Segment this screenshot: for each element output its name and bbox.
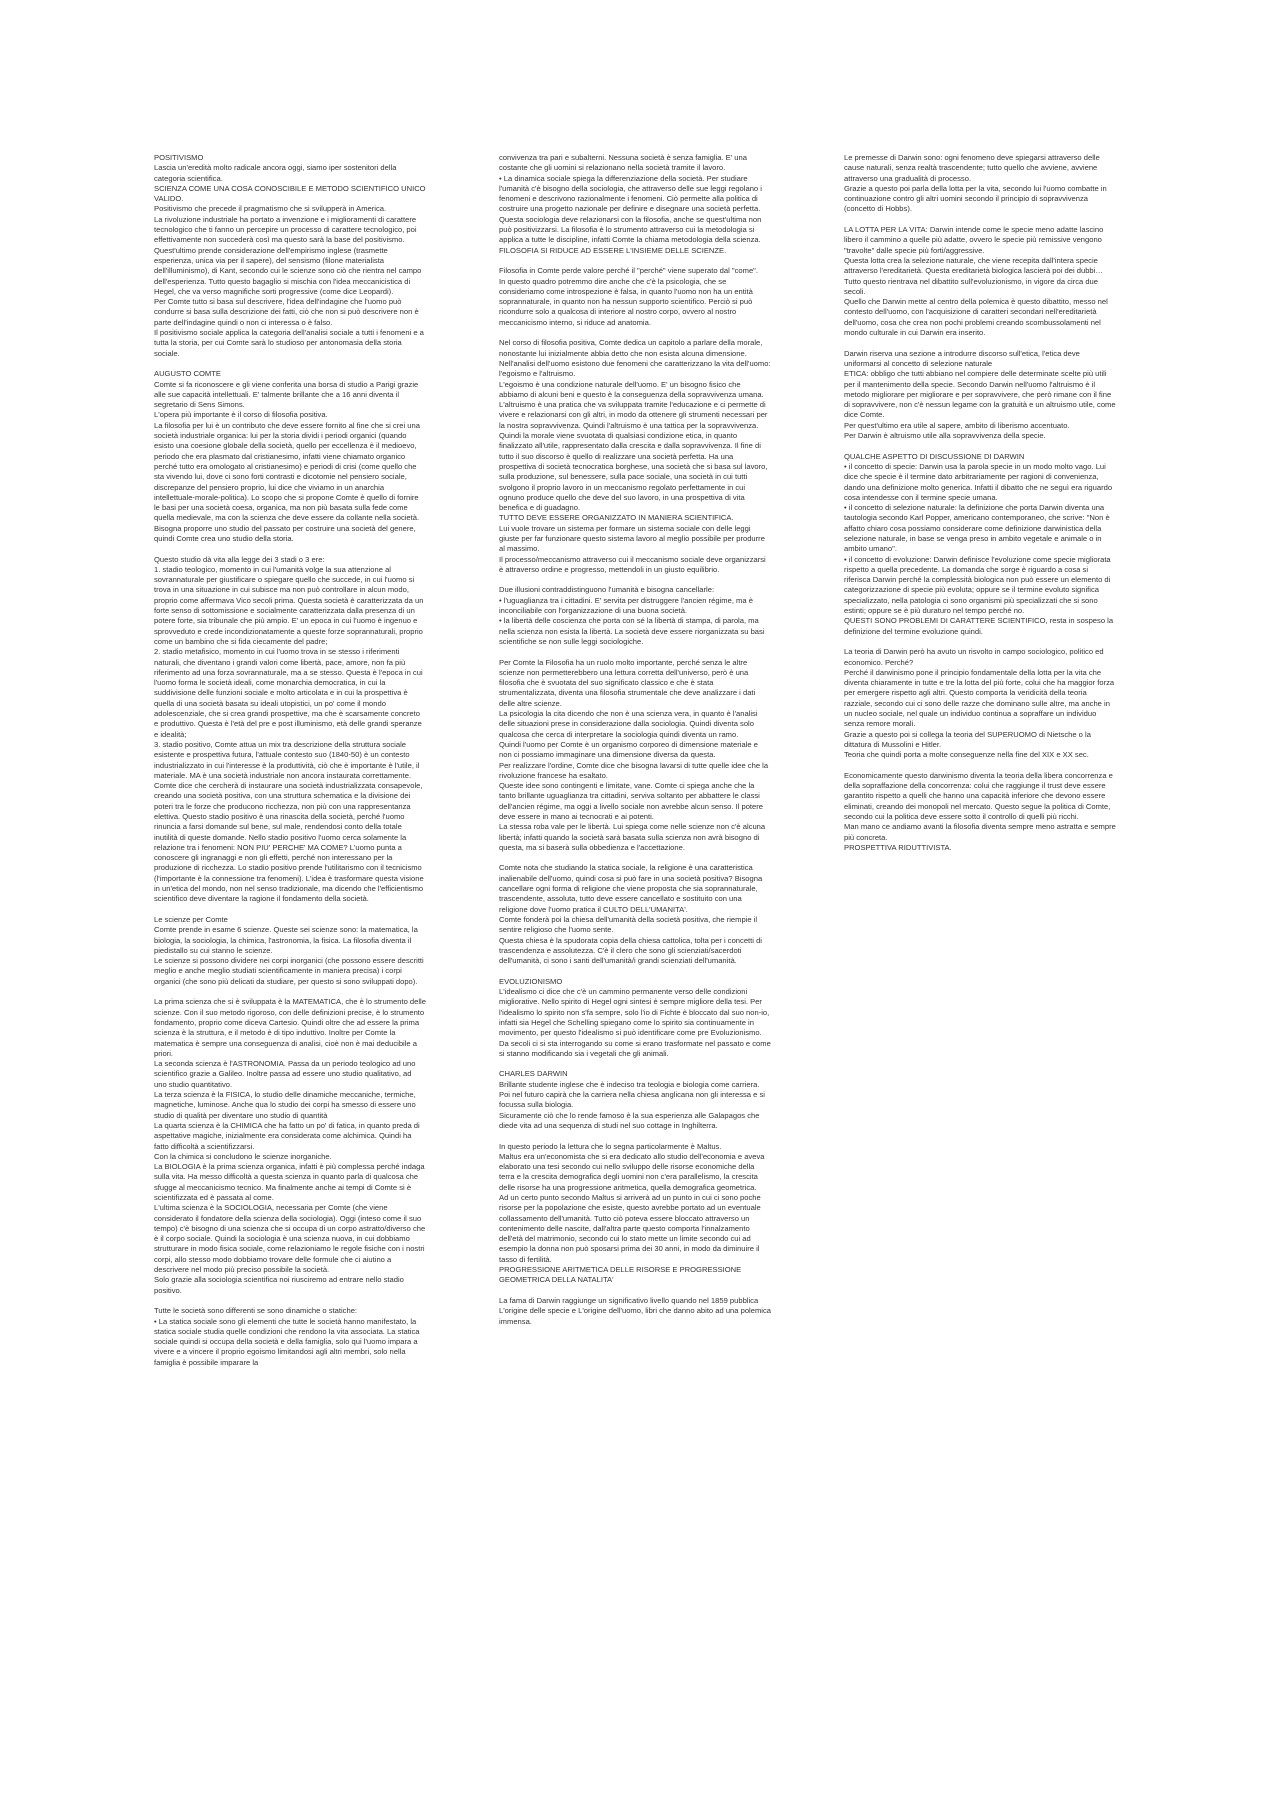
- paragraph: Nel corso di filosofia positiva, Comte dedica un capitolo a parlare della morale, nonostante lui inizialmente abbia detto che non esista alcuna dimensione. Nell'analisi dell'uomo esistono due fenomeni che caratterizzano la vita dell'uomo: l'egoismo e l'altruismo. L'egoismo è una condizione naturale dell'uomo. E' un bisogno fisico che abbiamo di alcuni beni e questo è la conseguenza della sopravvivenza umana. L'altruismo è una pratica che va sviluppata tramite l'educazione e ci permette di vivere e relazionarsi con gli altri, in modo da ottenere gli strumenti necessari per la nostra sopravvivenza. Quindi l'altruismo è una tattica per la sopravvivenza. Quindi la morale viene svuotata di qualsiasi condizione etica, in quanto finalizzato all'utile, rappresentato dalla crescita e dalla sopravvivenza. Il fine di tutto il suo discorso è quello di realizzare una società perfetta. Ha una prospettiva di società tecnocratica borghese, una società che si basa sul lavoro, sulla produzione, sul benessere, sulla pace sociale, una società in cui tutti svolgono il proprio lavoro in un meccanismo regolato perfettamente in cui ognuno produce quello che deve del suo lavoro, in una prospettiva di vita benefica e di guadagno. TUTTO DEVE ESSERE ORGANIZZATO IN MANIERA SCIENTIFICA. Lui vuole trovare un sistema per formare un sistema sociale con delle leggi giuste per far funzionare questo sistema lavoro al meglio possibile per produrre al massimo. Il processo/meccanismo attraverso cui il meccanismo sociale deve organizzarsi è attraverso ordine e progresso, mettendoli in un giusto equilibrio.: [499, 338, 771, 574]
- paragraph: Per Comte la Filosofia ha un ruolo molto importante, perché senza le altre scienze non permetterebbero una lettura corretta dell'universo, però è una filosofia che è svuotata del suo significato classico e che è stata strumentalizzata, diventa una filosofia strumentale che deve analizzare i dati delle altre scienze. La psicologia la cita dicendo che non è una scienza vera, in quanto è l'analisi delle situazioni prese in considerazione dalla sociologia. Quindi diventa solo qualcosa che cerca di interpretare la sociologia quindi diventa un ramo. Quindi l'uomo per Comte è un organismo corporeo di dimensione materiale e non ci possiamo immaginare una dimensione diversa da questa. Per realizzare l'ordine, Comte dice che bisogna lavarsi di tutte quelle idee che la rivoluzione francese ha esaltato. Queste idee sono contingenti e limitate, vane. Comte ci spiega anche che la tanto brillante uguaglianza tra cittadini, serviva soltanto per abbattere le classi dell'ancien régime, ma oggi a livello sociale non avrebbe alcun senso. Il potere deve essere in mano ai tecnocrati e ai potenti. La stessa roba vale per le libertà. Lui spiega come nelle scienze non c'è alcuna libertà; infatti quando la società sarà basata sulla scienza non avrà bisogno di questa, ma si baserà sulla obbedienza e l'accettazione.: [499, 657, 769, 852]
- paragraph: La teoria di Darwin però ha avuto un risvolto in campo sociologico, politico ed economico. Perché? Perché il darwinismo pone il principio fondamentale della lotta per la vita che diventa chiaramente in tutte e tre la lotta del più forte, colui che ha maggior forza per emergere rispetto agli altri. Questo comporta la veridicità della teoria razziale, secondo cui ci sono delle razze che dominano sulle altre, ma anche in un nucleo sociale, nel quale un individuo continua a sopraffare un individuo senza remore morali. Grazie a questo poi si collega la teoria del SUPERUOMO di Nietsche o la dittatura di Mussolini e Hitler. Teoria che quindi porta a molte conseguenze nella fine del XIX e XX sec.: [844, 647, 1115, 760]
- paragraph: Economicamente questo darwinismo diventa la teoria della libera concorrenza e della sopraffazione della concorrenza: colui che raggiunge il trust deve essere garantito rispetto a quelli che hanno una capacità inferiore che devono essere eliminati, creando dei monopoli nel mercato. Questo segue la politica di Comte, secondo cui la politica deve essere sotto il controllo di quelli più ricchi. Man mano ce andiamo avanti la filosofia diventa sempre meno astratta e sempre più concreta. PROSPETTIVA RIDUTTIVISTA.: [844, 770, 1116, 852]
- paragraph: Le scienze per Comte Comte prende in esame 6 scienze. Queste sei scienze sono: la matematica, la biologia, la sociologia, la chimica, l'astronomia, la fisica. La filosofia diventa il piedistallo su cui stanno le scienze. Le scienze si possono dividere nei corpi inorganici (che possono essere descritti meglio e anche meglio studiati scientificamente in maniera precisa) i corpi organici (che sono più delicati da studiare, per questo si sono sviluppati dopo).: [154, 914, 424, 986]
- paragraph: La fama di Darwin raggiunge un significativo livello quando nel 1859 pubblica L'origine delle specie e L'origine dell'uomo, libri che danno abito ad una polemica immensa.: [499, 1295, 771, 1326]
- paragraph: In questo periodo la lettura che lo segna particolarmente è Maltus. Maltus era un'economista che si era dedicato allo studio dell'economia e aveva elaborato una tesi secondo cui nello sviluppo delle risorse economiche della terra e la crescita demografica degli uomini non c'era parallelismo, la crescita delle risorse ha una progressione aritmetica, quella demografica geometrica. Ad un certo punto secondo Maltus si arriverà ad un punto in cui ci sono poche risorse per la popolazione che esiste, questo avrebbe portato ad un eventuale collassamento dell'umanità. Tutto ciò poteva essere bloccato attraverso un contenimento delle nascite, dall'altra parte questo comporta l'innalzamento dell'età del matrimonio, secondo cui lo stato mette un limite secondo cui ad esempio la donna non può sposarsi prima dei 30 anni, in modo da diminuire il tasso di fertilità. PROGRESSIONE ARITMETICA DELLE RISORSE E PROGRESSIONE GEOMETRICA DELLA NATALITA': [499, 1141, 765, 1285]
- paragraph: Tutte le società sono differenti se sono dinamiche o statiche: • La statica sociale sono gli elementi che tutte le società hanno manifestato, la statica sociale studia quelle condizioni che rendono la vita associata. La statica sociale quindi si occupa della società e della famiglia, solo qui l'uomo impara a vivere e a vincere il proprio egoismo limitandosi agli altri membri, solo nella famiglia è possibile imparare la: [154, 1306, 420, 1367]
- paragraph: Filosofia in Comte perde valore perché il "perché" viene superato dal "come". In questo quadro potremmo dire anche che c'è la psicologia, che se consideriamo come introspezione è falsa, in quanto l'uomo non ha un entità soprannaturale, in quanto non ha nessun supporto scientifico. Perciò si può ricondurre solo a qualcosa di interiore al nostro corpo, ovvero al nostro meccanicismo interno, si riduce ad anatomia.: [499, 266, 758, 327]
- paragraph: La prima scienza che si è sviluppata è la MATEMATICA, che è lo strumento delle scienze. Con il suo metodo rigoroso, con delle definizioni precise, è lo strumento fondamento, proprio come diceva Cartesio. Quindi oltre che ad essere la prima scienza è la struttura, e il metodo è di tipo induttivo. Inoltre per Comte la matematica è sempre una conseguenza di analisi, cioè non è mai deducibile a priori. La seconda scienza è l'ASTRONOMIA. Passa da un periodo teologico ad uno scientifico grazie a Galileo. Inoltre passa ad essere uno studio qualitativo, ad uno studio quantitativo. La terza scienza è la FISICA, lo studio delle dinamiche meccaniche, termiche, magnetiche, luminose. Anche qua lo studio dei corpi ha smesso di essere uno studio di qualità per diventare uno studio di quantità La quarta scienza è la CHIMICA che ha fatto un po' di fatica, in quanto preda di aspettative magiche, inizialmente era considerata come alchimica. Quindi ha fatto difficoltà a scientifizzarsi. Con la chimica si concludono le scienze inorganiche. La BIOLOGIA è la prima scienza organica, infatti è più complessa perché indaga sulla vita. Ha messo difficoltà a questa scienza in quanto parla di qualcosa che sfugge al meccanicismo tecnico. Ma finalmente anche ai tempi di Comte si è scientifizzata ed è passata al come. L'ultima scienza è la SOCIOLOGIA, necessaria per Comte (che viene considerato il fondatore della scienza della sociologia). Oggi (inteso come il suo tempo) c'è bisogno di una scienza che si occupa di un corpo astratto/diverso che è il corpo sociale. Quindi la sociologia è una scienza nuova, in cui dobbiamo strutturare in modo fisica sociale, come relazioniamo le regole fisiche con i nostri corpi, allo stesso modo dobbiamo trovare delle formule che ci aiutino a descrivere nel modo più preciso possibile la società. Solo grazie alla sociologia scientifica noi riusciremo ad entrare nello stadio positivo.: [154, 997, 426, 1295]
- paragraph: Questo studio dà vita alla legge dei 3 stadi o 3 ere: 1. stadio teologico, momento in cui l'umanità volge la sua attenzione al sovrannaturale per giustificare o spiegare quello che succede, in cui l'uomo si trova in una situazione in cui subisce ma non può controllare in alcun modo, proprio come affermava Vico secoli prima. Questa società è caratterizzata da un forte senso di sottomissione e socialmente caratterizzata dalla presenza di un potere forte, sia tribunale che più ampio. E' un epoca in cui l'uomo è ingenuo e sprovveduto e crede incondizionatamente a queste forze soprannaturali, proprio come un bambino che si fida ciecamente del padre; 2. stadio metafisico, momento in cui l'uomo trova in se stesso i riferimenti naturali, che diventano i grandi valori come libertà, pace, amore, non fa più riferimento ad una forza sovrannaturale, ma a se stesso. Questa è l'epoca in cui l'uomo forma le società ideali, come monarchia democratica, in cui la suddivisione delle funzioni sociale e molto articolata e in cui la prospettiva è quella di una società basata su ideali utopistici, un po' come il mondo adolescenziale, che si crea grandi prospettive, ma che è scarsamente concreto e produttivo. Questa è l'età del pre e post illuminismo, età delle grandi speranze e idealità; 3. stadio positivo, Comte attua un mix tra descrizione della struttura sociale esistente e prospettiva futura, l'attuale contesto suo (1840-50) è un contesto industrializzato in cui l'interesse è la produttività, ciò che è importante è l'utile, il materiale. MA è una società industriale non ancora instaurata correttamente. Comte dice che cercherà di instaurare una società industrializzata consapevole, creando una società positiva, con una struttura schematica e la divisione dei poteri tra le forze che producono ricchezza, non più con una rappresentanza elettiva. Questo stadio positivo è una rinascita della società, perché l'uomo rinuncia a farsi domande sul bene, sul male, rendendosi conto della totale inutilità di queste domande. Nello stadio positivo l'uomo cerca solamente la relazione tra i fenomeni: NON PIU' PERCHE' MA COME? L'uomo punta a conoscere gli ingranaggi e non gli effetti, perché non interessano per la produzione di ricchezza. Lo stadio positivo prende l'utilitarismo con il tecnicismo (l'importante è la connessione tra fenomeni). L'idea è trasformare questa visione in un'etica del mondo, non nel senso tradizionale, ma dicendo che l'efficientismo scientifico deve diventare la ragione il fondamento della società.: [154, 554, 424, 904]
- paragraph: Comte nota che studiando la statica sociale, la religione è una caratteristica inalienabile dell'uomo, quindi cosa si può fare in una società positiva? Bisogna cancellare ogni forma di religione che viene proposta che sia soprannaturale, trascendente, assoluta, tutto deve essere cancellato e sostituito con una religione dove l'uomo pratica il CULTO DELL'UMANITA'. Comte fonderà poi la chiesa dell'umanità della società positiva, che riempie il sentire religioso che l'uomo sente. Questa chiesa è la spudorata copia della chiesa cattolica, tolta per i concetti di trascendenza e assolutezza. C'è il clero che sono gli scienziati/sacerdoti dell'umanità, ci sono i santi dell'umanità/i grandi scienziati dell'umanità.: [499, 863, 763, 966]
- paragraph: convivenza tra pari e subalterni. Nessuna società è senza famiglia. E' una costante che gli uomini si relazionano nella società tramite il lavoro. • La dinamica sociale spiega la differenziazione della società. Per studiare l'umanità c'è bisogno della sociologia, che attraverso delle sue leggi regolano i fenomeni e descrivono razionalmente i fenomeni. Ciò permette alla politica di costruire una progetto nazionale per definire e disegnare una società perfetta. Questa sociologia deve relazionarsi con la filosofia, anche se quest'ultima non può positivizzarsi. La filosofia è lo strumento attraverso cui la metodologia si applica a tutte le discipline, infatti Comte la chiama metodologia della scienza. FILOSOFIA SI RIDUCE AD ESSERE L'INSIEME DELLE SCIENZE.: [499, 153, 762, 255]
- paragraph: AUGUSTO COMTE Comte si fa riconoscere e gli viene conferita una borsa di studio a Parigi grazie alle sue capacità intellettuali. E' talmente brillante che a 16 anni diventa il segretario di Sens Simons. L'opera più importante è il corso di filosofia positiva. La filosofia per lui è un contributo che deve essere fornito al fine che si crei una società industriale organica: lui per la storia dividi i periodi organici (quando esisto una coesione globale della società, quello per eccellenza è il medioevo, periodo che era plasmato dal cristianesimo, infatti viene chiamato organico perché tutto era omologato al cristianesimo) e periodi di crisi (come quello che sta vivendo lui, dove ci sono forti contrasti e dicotomie nel pensiero sociale, discrepanze del pensiero proprio, lui dice che viviamo in un anarchia intellettuale-morale-politica). Lo scopo che si propone Comte è quello di fornire le basi per una società coesa, organica, ma non più basata sulla fede come quella medievale, ma con la scienza che deve essere da collante nella società. Bisogna proporre uno studio del passato per costruire una società del genere, quindi Comte crea uno studio della storia.: [154, 369, 420, 543]
- paragraph: Due illusioni contraddistinguono l'umanità e bisogna cancellarle: • l'uguaglianza tra i cittadini. E' servita per distruggere l'ancien régime, ma è inconciliabile con l'organizzazione di una buona società. • la libertà delle coscienza che porta con sé la libertà di stampa, di parola, ma nella scienza non esista la libertà. La società deve essere riorganizzata su basi scientifiche se non sulle leggi sociologiche.: [499, 585, 765, 646]
- text-column-1: [154, 153, 426, 1378]
- paragraph: LA LOTTA PER LA VITA: Darwin intende come le specie meno adatte lascino libero il cammino a quelle più adatte, ovvero le specie più remissive vengono "travolte" dalle specie più forti/aggressive. Questa lotta crea la selezione naturale, che viene recepita dall'intera specie attraverso l'ereditarietà. Questa ereditarietà biologica lascierà poi dei dubbi… Tutto questo rientrava nel dibattito sull'evoluzionismo, in vigore da circa due secoli. Quello che Darwin mette al centro della polemica è questo dibattito, messo nel contesto dell'uomo, con l'acquisizione di caratteri secondari nell'ereditarietà dell'uomo, cosa che crea non pochi problemi creando scombussolamenti nel mondo culturale in cui Darwin era inserito.: [844, 225, 1108, 338]
- paragraph: POSITIVISMO Lascia un'eredità molto radicale ancora oggi, siamo iper sostenitori della categoria scientifica. SCIENZA COME UNA COSA CONOSCIBILE E METODO SCIENTIFICO UNICO VALIDO. Positivismo che precede il pragmatismo che si svilupperà in America. La rivoluzione industriale ha portato a invenzione e i miglioramenti di carattere tecnologico che ti fanno un percepire un processo di carattere tecnologico, poi effettivamente non succederà così ma questo sarà la base del positivismo. Quest'ultimo prende considerazione dell'empirismo inglese (trasmette esperienza, unica via per il sapere), del sensismo (filone materialista dell'illuminismo), di Kant, secondo cui le scienze sono ciò che rientra nel campo dell'esperienza. Tutto questo bagaglio si mischia con l'idea meccanicistica di Hegel, che va verso magnifiche sorti progressive (come dice Leopardi). Per Comte tutto si basa sul descrivere, l'idea dell'indagine che l'uomo può condurre si basa sulla descrizione dei fatti, ciò che non si può descrivere non è parte dell'indagine quindi o non ci interessa o è falso. Il positivismo sociale applica la categoria dell'analisi sociale a tutti i fenomeni e a tutta la storia, per cui Comte sarà lo studioso per antonomasia della storia sociale.: [154, 153, 426, 358]
- paragraph: EVOLUZIONISMO L'idealismo ci dice che c'è un cammino permanente verso delle condizioni migliorative. Nello spirito di Hegel ogni sintesi è sempre migliore della tesi. Per l'idealismo lo spirito non s'fa sempre, solo l'io di Fichte è bloccato dal suo non-io, infatti sia Hegel che Schelling spiegano come lo spirito sia continuamente in movimento, per questo l'idealismo si può identificare come pre Evoluzionismo. Da secoli ci si sta interrogando su come si erano trasformate nel passato e come si stanno modificando sia i vegetali che gli animali.: [499, 976, 771, 1058]
- text-column-2: [499, 153, 771, 1337]
- paragraph: QUALCHE ASPETTO DI DISCUSSIONE DI DARWIN • il concetto di specie: Darwin usa la parola specie in un modo molto vago. Lui dice che specie è il termine dato arbitrariamente per ragioni di convenienza, dando una definizione molto generica. Infatti il dibatto che ne seguì era riguardo cosa intendesse con il termine specie umana. • il concetto di selezione naturale: la definizione che porta Darwin diventa una tautologia secondo Karl Popper, americano contemporaneo, che scrive: "Non è affatto chiaro cosa possiamo considerare come definizione darwinistica della selezione naturale, in base se venga preso in ambito vegetale e animale o in ambito umano". • il concetto di evoluzione: Darwin definisce l'evoluzione come specie migliorata rispetto a quella precedente. La domanda che sorge è riguardo a cosa si riferisca Darwin perché la complessità biologica non può essere un elemento di categorizzazione di specie più evoluta; oppure se il termine evoluto significa specializzato, nella patologia ci sono organismi più specializzati che si sono estinti; oppure se è più duraturo nel tempo perché no. QUESTI SONO PROBLEMI DI CARATTERE SCIENTIFICO, resta in sospeso la definizione del termine evoluzione quindi.: [844, 451, 1114, 636]
- paragraph: Le premesse di Darwin sono: ogni fenomeno deve spiegarsi attraverso delle cause naturali, senza realtà trascendente; tutto quello che avviene, avviene attraverso una gradualità di processo. Grazie a questo poi parla della lotta per la vita, secondo lui l'uomo combatte in continuazione contro gli altri uomini secondo il principio di sopravvivenza (concetto di Hobbs).: [844, 153, 1107, 214]
- text-column-3: [844, 153, 1116, 863]
- paragraph: Darwin riserva una sezione a introdurre discorso sull'etica, l'etica deve uniformarsi al concetto di selezione naturale ETICA: obbligo che tutti abbiano nel compiere delle determinate scelte più utili per il mantenimento della specie. Secondo Darwin nell'uomo l'altruismo è il metodo migliorare per migliorare e per sopravvivere, che però rimane con il fine di sopravvivere, non c'è nessun legame con la gratuità e un altruismo utile, come dice Comte. Per quest'ultimo era utile al sapere, ambito di liberismo accentuato. Per Darwin è altruismo utile alla sopravvivenza della specie.: [844, 348, 1116, 441]
- paragraph: CHARLES DARWIN Brillante studente inglese che è indeciso tra teologia e biologia come carriera. Poi nel futuro capirà che la carriera nella chiesa anglicana non gli interessa e si focussa sulla biologia. Sicuramente ciò che lo rende famoso è la sua esperienza alle Galapagos che diede vita ad una sequenza di studi nel suo cottage in Inghilterra.: [499, 1069, 765, 1130]
